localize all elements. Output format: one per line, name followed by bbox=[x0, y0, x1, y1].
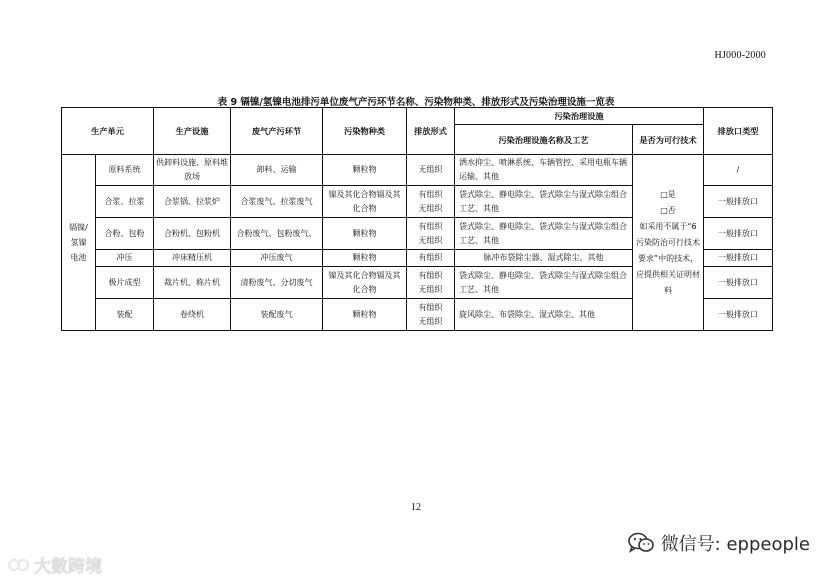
equipment-cell: 裁片机、称片机 bbox=[154, 267, 231, 299]
sub-unit-cell: 极片成型 bbox=[96, 267, 154, 299]
outlet-cell: 一般排放口 bbox=[704, 218, 773, 250]
pollutant-cell: 镍及其化合物镉及其化合物 bbox=[323, 186, 407, 218]
equipment-cell: 供卸料设施、原料堆放场 bbox=[154, 155, 231, 186]
outlet-cell: 一般排放口 bbox=[704, 267, 773, 299]
header-source: 废气产污环节 bbox=[231, 108, 323, 155]
document-code: HJ000-2000 bbox=[714, 50, 766, 61]
brand-logo-icon bbox=[8, 556, 30, 574]
header-feasible: 是否为可行技术 bbox=[633, 125, 704, 155]
watermark-right-text: 微信号: eppeople bbox=[660, 534, 810, 555]
sub-unit-cell: 冲压 bbox=[96, 250, 154, 267]
facility-cell: 洒水抑尘、喷淋系统、车辆管控、采用电瓶车辆运输、其他 bbox=[455, 155, 633, 186]
pollutant-cell: 颗粒物 bbox=[323, 299, 407, 331]
header-outlet: 排放口类型 bbox=[704, 108, 773, 155]
watermark-left bbox=[8, 552, 102, 577]
header-equipment: 生产设施 bbox=[154, 108, 231, 155]
pollutant-cell: 颗粒物 bbox=[323, 250, 407, 267]
source-cell: 卸料、运输 bbox=[231, 155, 323, 186]
outlet-cell: 一般排放口 bbox=[704, 250, 773, 267]
equipment-cell: 合粉机、包粉机 bbox=[154, 218, 231, 250]
facility-cell: 袋式除尘、静电除尘、袋式除尘与湿式除尘组合工艺、其他 bbox=[455, 186, 633, 218]
source-cell: 装配废气 bbox=[231, 299, 323, 331]
sub-unit-cell: 原料系统 bbox=[96, 155, 154, 186]
facility-cell: 袋式除尘、静电除尘、袋式除尘与湿式除尘组合工艺、其他 bbox=[455, 218, 633, 250]
discharge-cell: 有组织 无组织 bbox=[407, 218, 455, 250]
outlet-cell: / bbox=[704, 155, 773, 186]
discharge-cell: 有组织 bbox=[407, 250, 455, 267]
facility-cell: 旋风除尘、布袋除尘、湿式除尘、其他 bbox=[455, 299, 633, 331]
discharge-cell: 有组织 无组织 bbox=[407, 267, 455, 299]
discharge-cell: 有组织 无组织 bbox=[407, 186, 455, 218]
pollutant-cell: 颗粒物 bbox=[323, 218, 407, 250]
pollutant-cell: 镍及其化合物镉及其化合物 bbox=[323, 267, 407, 299]
watermark-left-text: 大數跨境 bbox=[34, 557, 102, 577]
wechat-icon bbox=[627, 531, 655, 555]
table-title: 表 9 镉镍/氢镍电池排污单位废气产污环节名称、污染物种类、排放形式及污染治理设施一览表 bbox=[217, 97, 615, 108]
pollutant-cell: 颗粒物 bbox=[323, 155, 407, 186]
header-unit: 生产单元 bbox=[62, 108, 154, 155]
discharge-cell: 有组织 无组织 bbox=[407, 299, 455, 331]
group-unit-cell: 镉镍/氢镍电池 bbox=[62, 155, 96, 331]
sub-unit-cell: 合粉、包粉 bbox=[96, 218, 154, 250]
outlet-cell: 一般排放口 bbox=[704, 299, 773, 331]
header-discharge: 排放形式 bbox=[407, 108, 455, 155]
discharge-cell: 无组织 bbox=[407, 155, 455, 186]
header-facility-group: 污染治理设施 bbox=[455, 108, 704, 125]
header-pollutant: 污染物种类 bbox=[323, 108, 407, 155]
equipment-cell: 合浆锅、拉浆炉 bbox=[154, 186, 231, 218]
header-facility-name: 污染治理设施名称及工艺 bbox=[455, 125, 633, 155]
source-cell: 合粉废气、包粉废气、 bbox=[231, 218, 323, 250]
source-cell: 合浆废气、拉浆废气 bbox=[231, 186, 323, 218]
source-cell: 清粉废气、分切废气 bbox=[231, 267, 323, 299]
facility-cell: 脉冲布袋除尘器、湿式除尘、其他 bbox=[455, 250, 633, 267]
page-number: 12 bbox=[411, 502, 421, 513]
equipment-cell: 卷绕机 bbox=[154, 299, 231, 331]
watermark-right bbox=[627, 530, 810, 556]
outlet-cell: 一般排放口 bbox=[704, 186, 773, 218]
source-cell: 冲压废气 bbox=[231, 250, 323, 267]
equipment-cell: 冲床精压机 bbox=[154, 250, 231, 267]
sub-unit-cell: 合浆、拉浆 bbox=[96, 186, 154, 218]
facility-cell: 袋式除尘、静电除尘、袋式除尘与湿式除尘组合工艺、其他 bbox=[455, 267, 633, 299]
pollution-table bbox=[61, 107, 773, 331]
table-row bbox=[62, 155, 773, 186]
sub-unit-cell: 装配 bbox=[96, 299, 154, 331]
feasible-cell: □是 □否 如采用不属于“6 污染防治可行技术要求”中的技术，应提供相关证明材料 bbox=[633, 155, 704, 331]
